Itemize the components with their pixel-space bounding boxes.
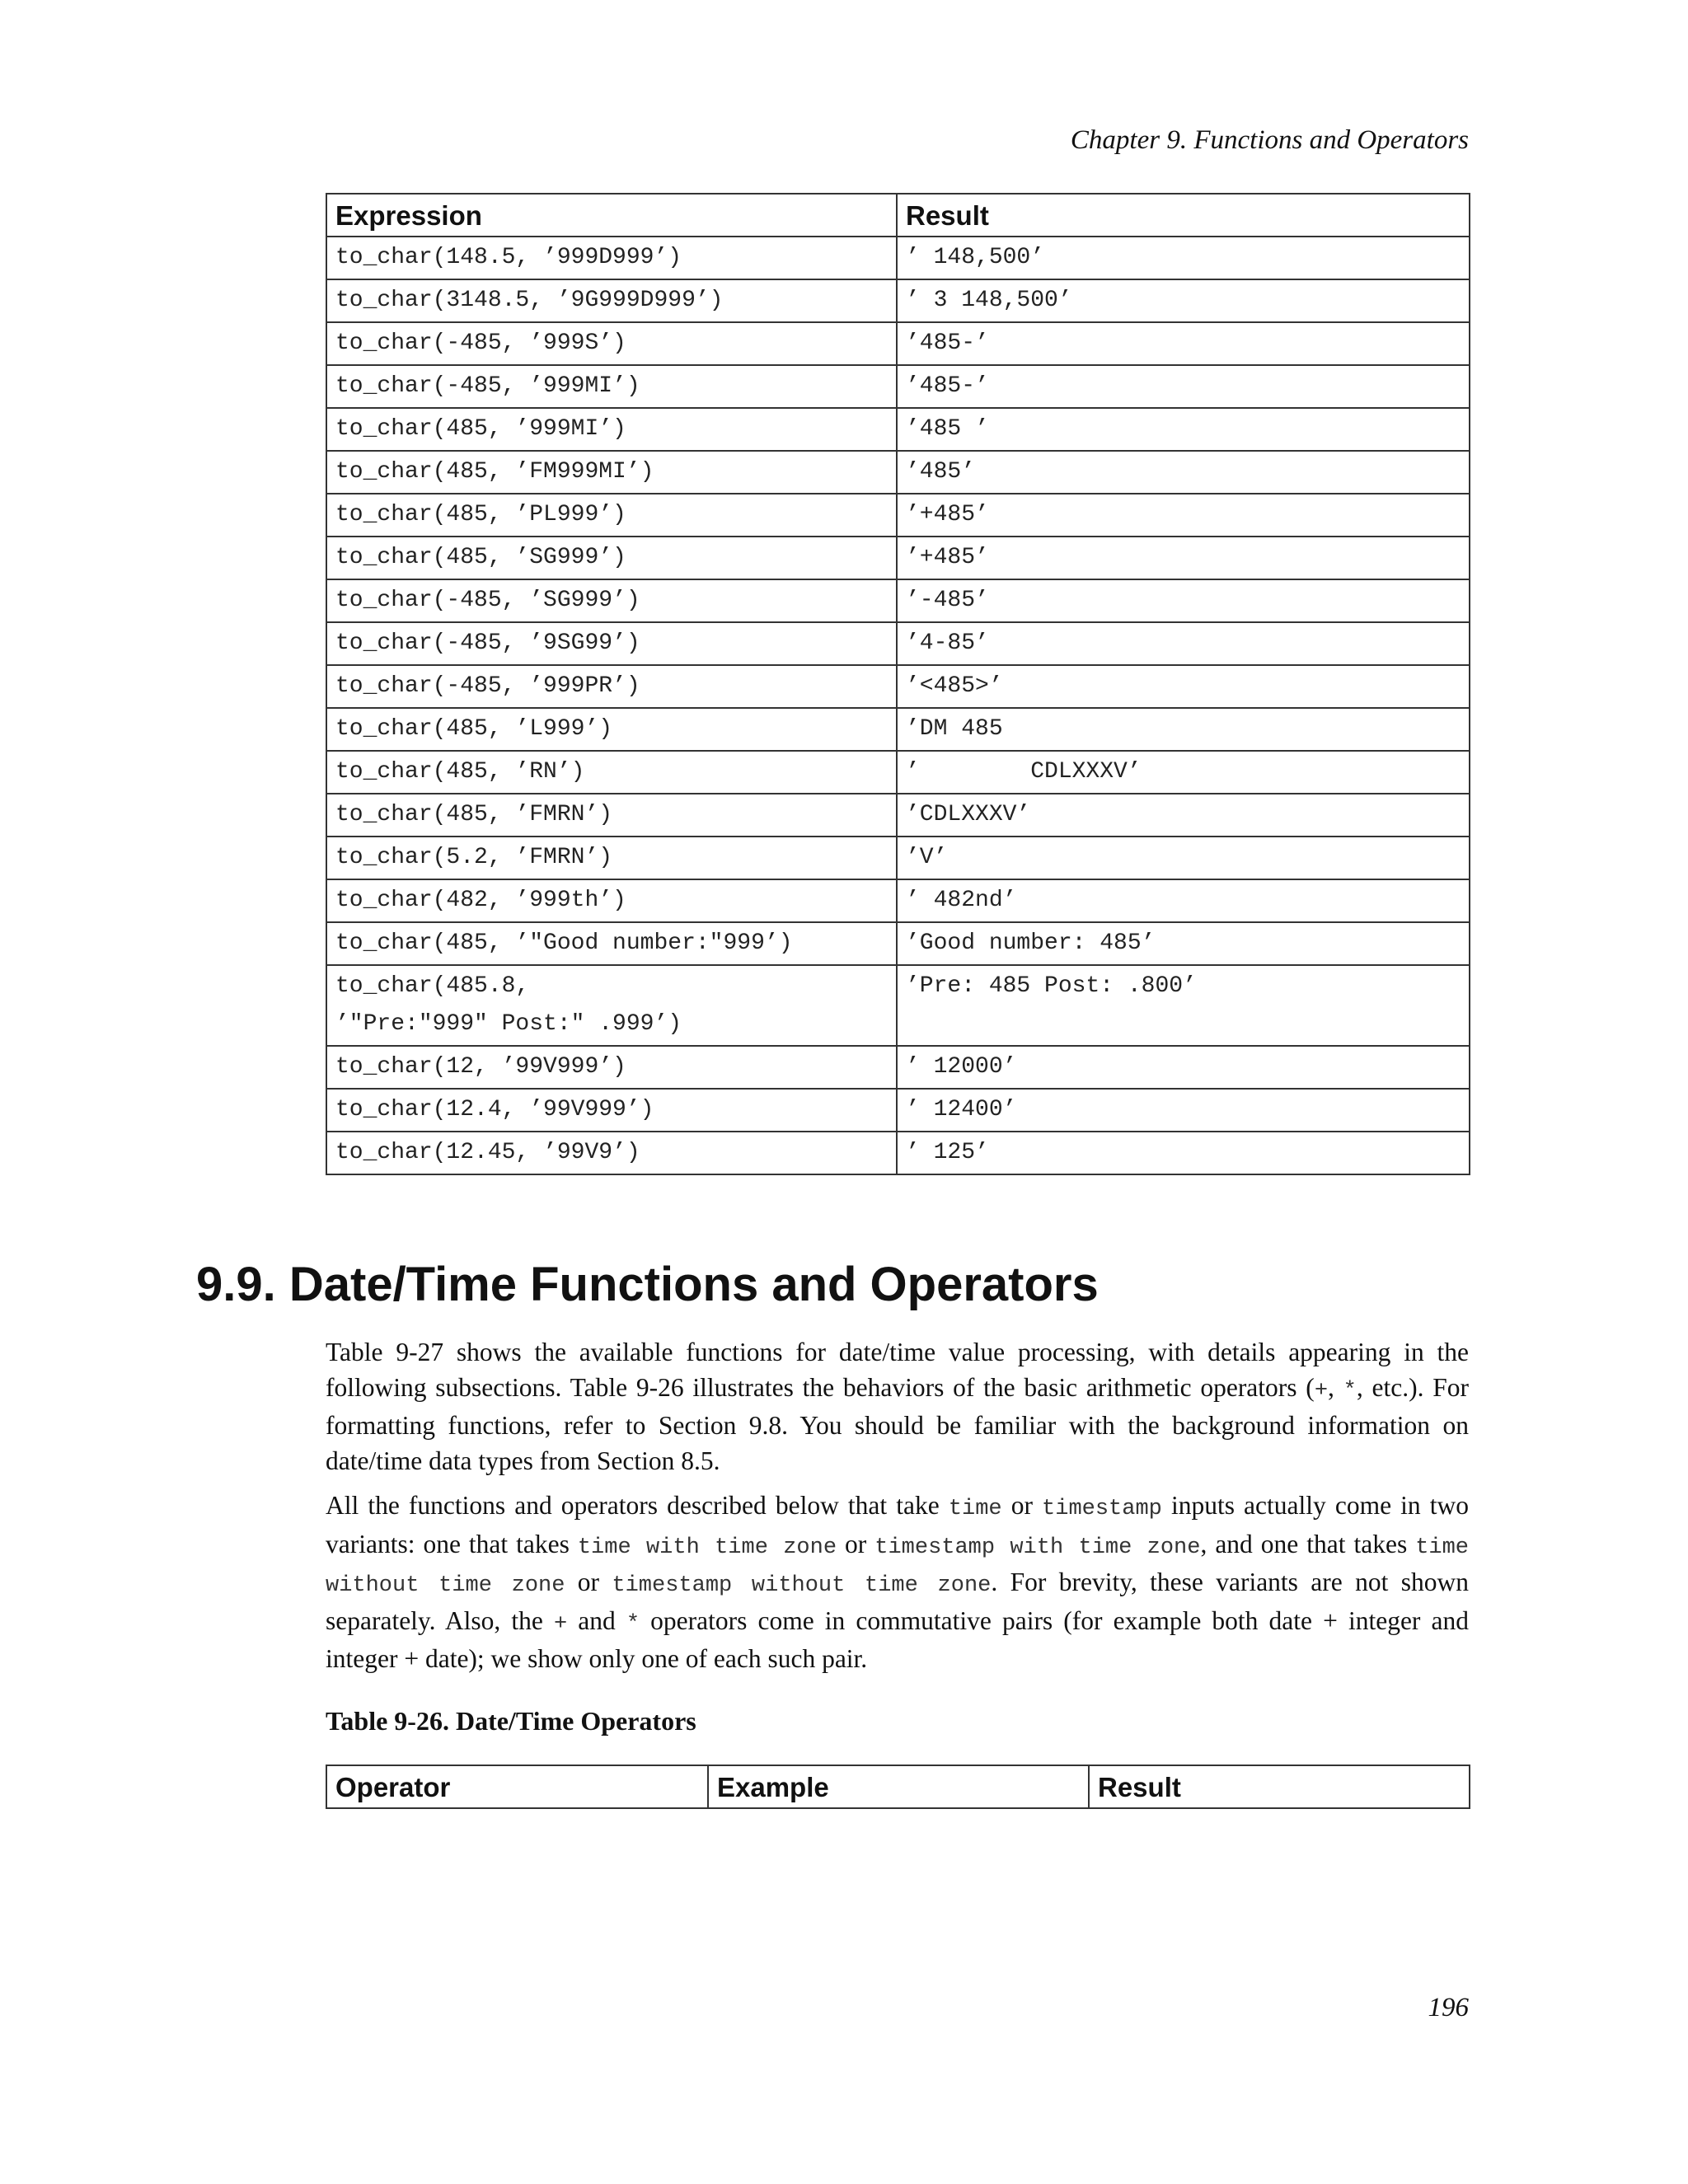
inline-code: timestamp with time zone xyxy=(874,1535,1201,1560)
result-cell: ’485’ xyxy=(897,451,1470,494)
table-header-row xyxy=(326,1765,1470,1808)
result-cell: ’DM 485 xyxy=(897,708,1470,751)
expression-cell: to_char(485, ’FMRN’) xyxy=(326,794,897,837)
column-header-result: Result xyxy=(1089,1765,1470,1808)
column-header-example: Example xyxy=(708,1765,1089,1808)
expression-cell: to_char(-485, ’999MI’) xyxy=(326,365,897,408)
table-row xyxy=(326,365,1470,408)
page-number: 196 xyxy=(1428,1993,1469,2022)
expression-cell: to_char(485, ’SG999’) xyxy=(326,537,897,579)
result-cell: ’<485>’ xyxy=(897,665,1470,708)
inline-code: * xyxy=(626,1611,640,1637)
table-row xyxy=(326,237,1470,279)
inline-code: timestamp xyxy=(1042,1497,1162,1521)
expression-cell: to_char(-485, ’9SG99’) xyxy=(326,622,897,665)
expression-cell: to_char(482, ’999th’) xyxy=(326,879,897,922)
inline-code: + xyxy=(1314,1378,1329,1404)
expression-cell: to_char(485, ’999MI’) xyxy=(326,408,897,451)
result-cell: ’-485’ xyxy=(897,579,1470,622)
inline-code: time without time zone xyxy=(326,1535,1470,1598)
table-row xyxy=(326,665,1470,708)
table-row xyxy=(326,794,1470,837)
expression-cell: to_char(3148.5, ’9G999D999’) xyxy=(326,279,897,322)
result-cell: ’Good number: 485’ xyxy=(897,922,1470,965)
table-row xyxy=(326,1089,1470,1132)
expression-cell: to_char(12, ’99V999’) xyxy=(326,1046,897,1089)
table-row xyxy=(326,451,1470,494)
result-cell: ’ 12000’ xyxy=(897,1046,1470,1089)
table-row xyxy=(326,837,1470,879)
table-row xyxy=(326,537,1470,579)
intro-paragraph: Table 9-27 shows the available functions for date/time value processing, with details appearing in the following subsections. Table 9-26 illustrates the behaviors of the basic arithmetic operators (+, *, etc.). For formatting functions, refer to Section 9.8. You should be familiar with the background information on date/time data types from Section 8.5. xyxy=(326,1338,1470,1475)
table-row xyxy=(326,1132,1470,1174)
result-cell: ’ 482nd’ xyxy=(897,879,1470,922)
table-row xyxy=(326,1046,1470,1089)
column-header-operator: Operator xyxy=(326,1765,708,1808)
table-row xyxy=(326,922,1470,965)
result-cell: ’+485’ xyxy=(897,537,1470,579)
expression-cell: to_char(-485, ’999S’) xyxy=(326,322,897,365)
expression-cell: to_char(148.5, ’999D999’) xyxy=(326,237,897,279)
inline-code: time xyxy=(948,1497,1002,1521)
result-cell: ’V’ xyxy=(897,837,1470,879)
inline-code: time with time zone xyxy=(577,1535,837,1560)
result-cell: ’4-85’ xyxy=(897,622,1470,665)
expression-cell: to_char(485.8, ’"Pre:"999" Post:" .999’) xyxy=(326,965,897,1046)
inline-code: * xyxy=(1343,1378,1357,1404)
expression-cell: to_char(485, ’L999’) xyxy=(326,708,897,751)
result-cell: ’ CDLXXXV’ xyxy=(897,751,1470,794)
table-row xyxy=(326,708,1470,751)
section-heading: 9.9. Date/Time Functions and Operators xyxy=(196,1258,1099,1311)
date-time-operators-table xyxy=(326,1765,1470,1809)
expression-cell: to_char(12.4, ’99V999’) xyxy=(326,1089,897,1132)
to-char-examples-table xyxy=(326,193,1470,1175)
column-header-expression: Expression xyxy=(326,194,897,237)
table-row xyxy=(326,965,1470,1046)
expression-cell: to_char(485, ’RN’) xyxy=(326,751,897,794)
table-row xyxy=(326,579,1470,622)
table-header-row xyxy=(326,194,1470,237)
result-cell: ’485-’ xyxy=(897,322,1470,365)
result-cell: ’ 125’ xyxy=(897,1132,1470,1174)
result-cell: ’ 12400’ xyxy=(897,1089,1470,1132)
variants-paragraph: All the functions and operators described below that take time or timestamp inputs actually come in two variants: one that takes time with time zone or timestamp with time zone, and one that takes time without time zone or timestamp without time zone. For brevity, these variants are not shown separately. Also, the + and * operators come in commutative pairs (for example both date + integer and integer + date); we show only one of each such pair. xyxy=(326,1491,1470,1673)
expression-cell: to_char(485, ’PL999’) xyxy=(326,494,897,537)
table-row xyxy=(326,279,1470,322)
table-row xyxy=(326,751,1470,794)
inline-code: timestamp without time zone xyxy=(612,1573,992,1598)
expression-cell: to_char(12.45, ’99V9’) xyxy=(326,1132,897,1174)
table-caption: Table 9-26. Date/Time Operators xyxy=(326,1706,696,1736)
table-row xyxy=(326,494,1470,537)
expression-cell: to_char(485, ’FM999MI’) xyxy=(326,451,897,494)
column-header-result: Result xyxy=(897,194,1470,237)
expression-cell: to_char(-485, ’999PR’) xyxy=(326,665,897,708)
result-cell: ’+485’ xyxy=(897,494,1470,537)
table-row xyxy=(326,622,1470,665)
running-header: Chapter 9. Functions and Operators xyxy=(1070,125,1469,155)
result-cell: ’485-’ xyxy=(897,365,1470,408)
result-cell: ’485 ’ xyxy=(897,408,1470,451)
inline-code: + xyxy=(553,1611,568,1637)
result-cell: ’ 3 148,500’ xyxy=(897,279,1470,322)
table-row xyxy=(326,322,1470,365)
result-cell: ’ 148,500’ xyxy=(897,237,1470,279)
expression-cell: to_char(-485, ’SG999’) xyxy=(326,579,897,622)
expression-cell: to_char(5.2, ’FMRN’) xyxy=(326,837,897,879)
expression-cell: to_char(485, ’"Good number:"999’) xyxy=(326,922,897,965)
result-cell: ’Pre: 485 Post: .800’ xyxy=(897,965,1470,1046)
table-row xyxy=(326,879,1470,922)
table-row xyxy=(326,408,1470,451)
result-cell: ’CDLXXXV’ xyxy=(897,794,1470,837)
